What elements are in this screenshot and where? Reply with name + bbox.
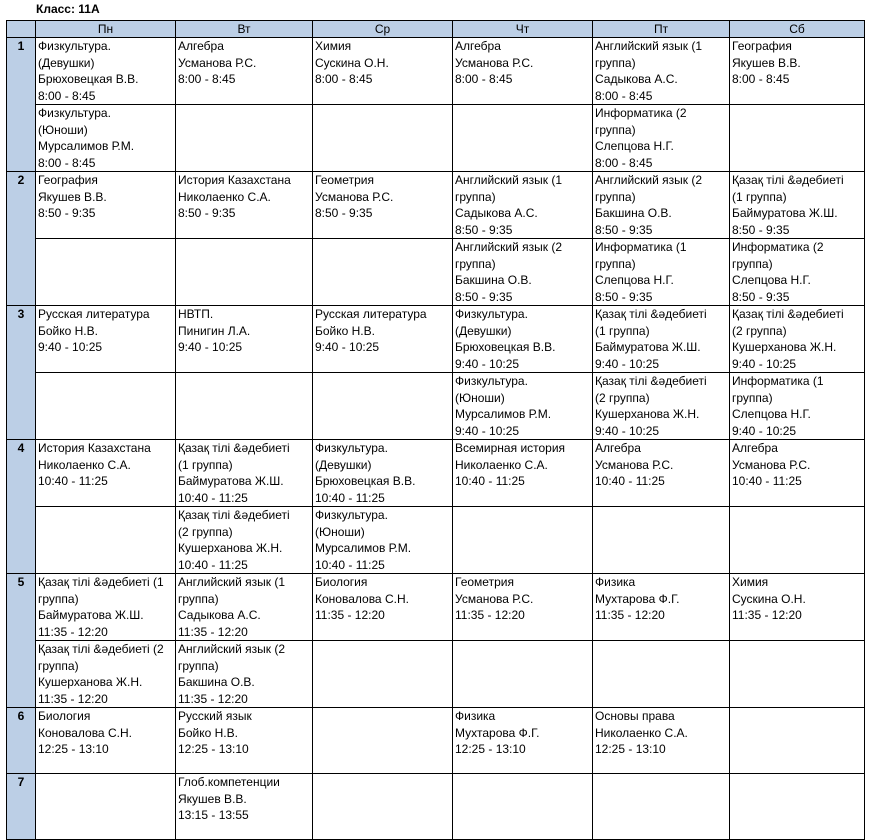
lesson-line: Информатика (2 bbox=[595, 106, 687, 120]
lesson-line: 8:50 - 9:35 bbox=[732, 289, 790, 304]
lesson-line: 8:00 - 8:45 bbox=[595, 155, 653, 170]
lesson-line: группа) bbox=[38, 658, 79, 673]
lesson-line: Усманова Р.С. bbox=[315, 189, 394, 204]
lesson-line: История Казахстана bbox=[178, 173, 291, 187]
lesson-line: Английский язык (1 bbox=[178, 575, 286, 589]
lesson-line: Физкультура. bbox=[315, 508, 388, 522]
lesson-line: 8:50 - 9:35 bbox=[38, 206, 96, 220]
lesson-line: Химия bbox=[732, 575, 769, 589]
lesson-cell bbox=[593, 38, 730, 105]
day-header: Вт bbox=[176, 21, 313, 38]
lesson-line: 11:35 - 12:20 bbox=[38, 624, 108, 639]
lesson-line: 10:40 - 11:25 bbox=[732, 474, 802, 488]
lesson-line: Усманова Р.С. bbox=[595, 457, 674, 472]
schedule-row bbox=[7, 774, 865, 840]
empty-cell bbox=[313, 105, 453, 172]
lesson-line: Усманова Р.С. bbox=[178, 55, 257, 70]
lesson-line: 9:40 - 10:25 bbox=[732, 356, 797, 371]
empty-cell bbox=[36, 239, 176, 306]
lesson-cell bbox=[593, 440, 730, 507]
lesson-line: 8:50 - 9:35 bbox=[595, 222, 653, 237]
header-corner bbox=[7, 21, 36, 38]
lesson-cell bbox=[176, 172, 313, 239]
lesson-line: География bbox=[732, 39, 792, 53]
lesson-line: Қазақ тілі &әдебиеті (1 bbox=[38, 575, 164, 589]
lesson-line: Всемирная история bbox=[455, 441, 566, 455]
empty-cell bbox=[176, 105, 313, 172]
lesson-cell bbox=[730, 239, 865, 306]
lesson-line: 8:00 - 8:45 bbox=[315, 72, 373, 86]
empty-cell bbox=[313, 774, 453, 840]
lesson-line: Физкультура. bbox=[455, 307, 528, 321]
empty-cell bbox=[176, 373, 313, 440]
lesson-cell bbox=[453, 38, 593, 105]
day-header: Пн bbox=[36, 21, 176, 38]
lesson-cell bbox=[453, 708, 593, 774]
lesson-line: Якушев В.В. bbox=[732, 55, 801, 70]
lesson-line: (Юноши) bbox=[315, 524, 365, 539]
lesson-cell bbox=[453, 239, 593, 306]
day-header: Пт bbox=[593, 21, 730, 38]
empty-cell bbox=[730, 105, 865, 172]
lesson-line: Английский язык (1 bbox=[455, 173, 563, 187]
lesson-number: 1 bbox=[7, 38, 36, 172]
lesson-line: 11:35 - 12:20 bbox=[595, 608, 665, 622]
lesson-cell bbox=[593, 373, 730, 440]
empty-cell bbox=[730, 774, 865, 840]
lesson-line: Мурсалимов Р.М. bbox=[315, 541, 412, 555]
lesson-line: Русский язык bbox=[178, 709, 252, 723]
schedule-row bbox=[7, 306, 865, 373]
lesson-line: Глоб.компетенции bbox=[178, 775, 280, 789]
schedule-row bbox=[7, 440, 865, 507]
lesson-line: (Девушки) bbox=[38, 55, 95, 70]
lesson-line: группа) bbox=[178, 591, 219, 606]
lesson-line: Сускина О.Н. bbox=[315, 55, 389, 70]
lesson-line: 8:00 - 8:45 bbox=[595, 88, 653, 103]
lesson-line: 9:40 - 10:25 bbox=[595, 356, 660, 371]
lesson-line: группа) bbox=[595, 55, 636, 70]
lesson-cell bbox=[730, 373, 865, 440]
lesson-line: Усманова Р.С. bbox=[455, 591, 534, 606]
lesson-line: Николаенко С.А. bbox=[178, 189, 271, 204]
class-title: Класс: 11А bbox=[36, 2, 100, 16]
lesson-line: Биология bbox=[315, 575, 368, 589]
lesson-line: Слепцова Н.Г. bbox=[595, 273, 674, 287]
empty-cell bbox=[730, 708, 865, 774]
lesson-line: Кушерханова Ж.Н. bbox=[732, 340, 837, 354]
lesson-line: Геометрия bbox=[455, 575, 514, 589]
lesson-line: Брюховецкая В.В. bbox=[38, 72, 139, 86]
lesson-cell bbox=[176, 38, 313, 105]
lesson-cell bbox=[730, 440, 865, 507]
lesson-line: группа) bbox=[595, 256, 636, 271]
lesson-line: группа) bbox=[38, 591, 79, 606]
lesson-line: Мурсалимов Р.М. bbox=[38, 139, 135, 153]
schedule-row bbox=[7, 641, 865, 708]
lesson-cell bbox=[730, 38, 865, 105]
schedule-row bbox=[7, 574, 865, 641]
lesson-cell bbox=[176, 440, 313, 507]
empty-cell bbox=[36, 373, 176, 440]
lesson-line: Якушев В.В. bbox=[38, 189, 107, 204]
schedule-row bbox=[7, 708, 865, 774]
lesson-line: Алгебра bbox=[595, 441, 641, 455]
lesson-line: (2 группа) bbox=[178, 524, 233, 539]
lesson-line: 11:35 - 12:20 bbox=[732, 608, 802, 622]
lesson-line: Пинигин Л.А. bbox=[178, 323, 251, 338]
lesson-line: Английский язык (2 bbox=[178, 642, 286, 656]
lesson-line: Коновалова С.Н. bbox=[315, 591, 409, 606]
lesson-line: 9:40 - 10:25 bbox=[732, 423, 797, 438]
lesson-line: 8:50 - 9:35 bbox=[732, 222, 790, 237]
lesson-line: Николаенко С.А. bbox=[38, 457, 131, 472]
empty-cell bbox=[313, 708, 453, 774]
empty-cell bbox=[313, 641, 453, 708]
lesson-line: Брюховецкая В.В. bbox=[455, 340, 556, 354]
lesson-line: Кушерханова Ж.Н. bbox=[38, 675, 143, 689]
lesson-line: Николаенко С.А. bbox=[455, 457, 548, 472]
lesson-line: Мухтарова Ф.Г. bbox=[595, 591, 680, 606]
day-header: Чт bbox=[453, 21, 593, 38]
lesson-line: 12:25 - 13:10 bbox=[38, 742, 109, 756]
lesson-cell bbox=[453, 440, 593, 507]
lesson-cell bbox=[176, 641, 313, 708]
lesson-number: 7 bbox=[7, 774, 36, 840]
lesson-line: группа) bbox=[455, 189, 496, 204]
lesson-line: Брюховецкая В.В. bbox=[315, 474, 416, 488]
empty-cell bbox=[453, 774, 593, 840]
lesson-cell bbox=[36, 708, 176, 774]
lesson-cell bbox=[593, 574, 730, 641]
lesson-line: Русская литература bbox=[38, 307, 150, 321]
lesson-line: (Юноши) bbox=[455, 390, 505, 405]
lesson-cell bbox=[313, 440, 453, 507]
lesson-line: 9:40 - 10:25 bbox=[595, 423, 660, 438]
lesson-cell bbox=[313, 306, 453, 373]
lesson-line: 12:25 - 13:10 bbox=[178, 742, 249, 756]
lesson-line: 10:40 - 11:25 bbox=[315, 557, 385, 572]
lesson-line: Садыкова А.С. bbox=[595, 72, 678, 86]
lesson-line: (2 группа) bbox=[595, 390, 650, 405]
lesson-line: группа) bbox=[595, 122, 636, 137]
lesson-line: Бойко Н.В. bbox=[178, 725, 238, 740]
day-header: Ср bbox=[313, 21, 453, 38]
lesson-line: Усманова Р.С. bbox=[455, 55, 534, 70]
lesson-line: Слепцова Н.Г. bbox=[732, 273, 811, 287]
lesson-line: Биология bbox=[38, 709, 91, 723]
lesson-line: Бакшина О.В. bbox=[178, 675, 255, 689]
lesson-line: группа) bbox=[178, 658, 219, 673]
lesson-cell bbox=[593, 306, 730, 373]
lesson-line: Английский язык (1 bbox=[595, 39, 703, 53]
lesson-line: (2 группа) bbox=[732, 323, 787, 338]
lesson-line: группа) bbox=[595, 189, 636, 204]
lesson-line: Английский язык (2 bbox=[595, 173, 703, 187]
lesson-line: Слепцова Н.Г. bbox=[595, 139, 674, 153]
empty-cell bbox=[453, 641, 593, 708]
lesson-line: 8:00 - 8:45 bbox=[732, 72, 790, 86]
lesson-cell bbox=[730, 574, 865, 641]
lesson-line: (Юноши) bbox=[38, 122, 88, 137]
lesson-line: Физика bbox=[595, 575, 636, 589]
lesson-line: группа) bbox=[455, 256, 496, 271]
lesson-line: 10:40 - 11:25 bbox=[455, 474, 525, 488]
empty-cell bbox=[453, 105, 593, 172]
lesson-line: 8:00 - 8:45 bbox=[178, 72, 236, 86]
lesson-cell bbox=[313, 38, 453, 105]
lesson-line: (1 группа) bbox=[595, 323, 650, 338]
lesson-cell bbox=[313, 172, 453, 239]
lesson-line: Николаенко С.А. bbox=[595, 725, 688, 740]
lesson-line: (Девушки) bbox=[455, 323, 512, 338]
lesson-cell bbox=[730, 306, 865, 373]
lesson-line: Русская литература bbox=[315, 307, 427, 321]
lesson-line: группа) bbox=[732, 256, 773, 271]
lesson-line: Слепцова Н.Г. bbox=[732, 407, 811, 421]
lesson-number: 2 bbox=[7, 172, 36, 306]
lesson-line: Информатика (1 bbox=[595, 240, 687, 254]
lesson-line: Қазақ тілі &әдебиеті (2 bbox=[38, 642, 164, 656]
lesson-line: 10:40 - 11:25 bbox=[38, 474, 108, 488]
lesson-line: 10:40 - 11:25 bbox=[178, 557, 248, 572]
empty-cell bbox=[313, 239, 453, 306]
lesson-line: Физкультура. bbox=[315, 441, 388, 455]
lesson-line: Физика bbox=[455, 709, 496, 723]
lesson-line: Химия bbox=[315, 39, 352, 53]
lesson-line: Мухтарова Ф.Г. bbox=[455, 725, 540, 740]
lesson-line: Қазақ тілі &әдебиеті bbox=[178, 508, 290, 522]
lesson-line: 10:40 - 11:25 bbox=[178, 490, 248, 505]
lesson-cell bbox=[593, 708, 730, 774]
lesson-line: Қазақ тілі &әдебиеті bbox=[732, 307, 844, 321]
lesson-line: 9:40 - 10:25 bbox=[178, 340, 243, 354]
empty-cell bbox=[313, 373, 453, 440]
lesson-line: 10:40 - 11:25 bbox=[595, 474, 665, 488]
lesson-line: 13:15 - 13:55 bbox=[178, 808, 249, 822]
lesson-line: Садыкова А.С. bbox=[455, 206, 538, 220]
lesson-line: (1 группа) bbox=[178, 457, 233, 472]
lesson-line: Қазақ тілі &әдебиеті bbox=[178, 441, 290, 455]
lesson-line: (Девушки) bbox=[315, 457, 372, 472]
lesson-cell bbox=[453, 306, 593, 373]
lesson-line: Қазақ тілі &әдебиеті bbox=[732, 173, 844, 187]
schedule-body bbox=[7, 38, 865, 840]
lesson-line: Қазақ тілі &әдебиеті bbox=[595, 307, 707, 321]
empty-cell bbox=[593, 641, 730, 708]
schedule-row bbox=[7, 105, 865, 172]
lesson-line: (1 группа) bbox=[732, 189, 787, 204]
empty-cell bbox=[593, 774, 730, 840]
lesson-line: 8:50 - 9:35 bbox=[455, 222, 513, 237]
lesson-cell bbox=[176, 774, 313, 840]
lesson-line: НВТП. bbox=[178, 307, 214, 321]
lesson-line: Бакшина О.В. bbox=[455, 273, 532, 287]
lesson-line: 11:35 - 12:20 bbox=[178, 624, 248, 639]
lesson-cell bbox=[730, 172, 865, 239]
lesson-line: Мурсалимов Р.М. bbox=[455, 407, 552, 421]
lesson-cell bbox=[453, 574, 593, 641]
lesson-line: Якушев В.В. bbox=[178, 791, 247, 806]
lesson-line: Баймуратова Ж.Ш. bbox=[178, 474, 284, 488]
lesson-line: Информатика (2 bbox=[732, 240, 824, 254]
lesson-cell bbox=[593, 239, 730, 306]
lesson-line: История Казахстана bbox=[38, 441, 151, 455]
lesson-line: 8:50 - 9:35 bbox=[178, 206, 236, 220]
lesson-line: 8:50 - 9:35 bbox=[455, 289, 513, 304]
lesson-line: Алгебра bbox=[178, 39, 224, 53]
lesson-line: Информатика (1 bbox=[732, 374, 824, 388]
lesson-cell bbox=[176, 574, 313, 641]
lesson-line: Садыкова А.С. bbox=[178, 608, 261, 622]
lesson-line: 8:50 - 9:35 bbox=[315, 206, 373, 220]
lesson-line: 9:40 - 10:25 bbox=[455, 423, 520, 438]
lesson-line: Геометрия bbox=[315, 173, 374, 187]
day-header: Сб bbox=[730, 21, 865, 38]
lesson-line: Алгебра bbox=[455, 39, 501, 53]
lesson-line: 9:40 - 10:25 bbox=[315, 340, 380, 354]
lesson-number: 6 bbox=[7, 708, 36, 774]
lesson-line: Баймуратова Ж.Ш. bbox=[732, 206, 838, 220]
lesson-line: Сускина О.Н. bbox=[732, 591, 806, 606]
lesson-cell bbox=[176, 708, 313, 774]
lesson-line: Бойко Н.В. bbox=[315, 323, 375, 338]
lesson-line: Физкультура. bbox=[455, 374, 528, 388]
lesson-line: 12:25 - 13:10 bbox=[455, 742, 526, 756]
empty-cell bbox=[36, 507, 176, 574]
lesson-line: Коновалова С.Н. bbox=[38, 725, 132, 740]
lesson-line: География bbox=[38, 173, 98, 187]
lesson-cell bbox=[593, 105, 730, 172]
lesson-cell bbox=[36, 641, 176, 708]
lesson-cell bbox=[36, 172, 176, 239]
lesson-cell bbox=[36, 574, 176, 641]
lesson-cell bbox=[453, 172, 593, 239]
lesson-line: 8:00 - 8:45 bbox=[455, 72, 513, 86]
lesson-line: 9:40 - 10:25 bbox=[455, 356, 520, 371]
lesson-line: Усманова Р.С. bbox=[732, 457, 811, 472]
lesson-line: 9:40 - 10:25 bbox=[38, 340, 103, 354]
empty-cell bbox=[730, 641, 865, 708]
lesson-line: Кушерханова Ж.Н. bbox=[595, 407, 700, 421]
lesson-number: 4 bbox=[7, 440, 36, 574]
schedule-row bbox=[7, 507, 865, 574]
lesson-line: 8:50 - 9:35 bbox=[595, 289, 653, 304]
lesson-line: Английский язык (2 bbox=[455, 240, 563, 254]
lesson-cell bbox=[36, 105, 176, 172]
empty-cell bbox=[593, 507, 730, 574]
lesson-number: 5 bbox=[7, 574, 36, 708]
lesson-line: 12:25 - 13:10 bbox=[595, 742, 666, 756]
header-row bbox=[7, 21, 865, 38]
lesson-line: Баймуратова Ж.Ш. bbox=[38, 608, 144, 622]
lesson-line: 11:35 - 12:20 bbox=[455, 608, 525, 622]
lesson-line: 10:40 - 11:25 bbox=[315, 490, 385, 505]
lesson-cell bbox=[36, 306, 176, 373]
empty-cell bbox=[36, 774, 176, 840]
empty-cell bbox=[453, 507, 593, 574]
lesson-line: 8:00 - 8:45 bbox=[38, 155, 96, 170]
lesson-line: Қазақ тілі &әдебиеті bbox=[595, 374, 707, 388]
lesson-cell bbox=[453, 373, 593, 440]
lesson-cell bbox=[593, 172, 730, 239]
lesson-line: Основы права bbox=[595, 709, 675, 723]
schedule-row bbox=[7, 239, 865, 306]
schedule-row bbox=[7, 172, 865, 239]
schedule-table bbox=[6, 20, 865, 840]
lesson-line: Алгебра bbox=[732, 441, 778, 455]
lesson-line: 11:35 - 12:20 bbox=[315, 608, 385, 622]
lesson-line: 11:35 - 12:20 bbox=[178, 691, 248, 706]
lesson-line: группа) bbox=[732, 390, 773, 405]
lesson-line: Бойко Н.В. bbox=[38, 323, 98, 338]
schedule-row bbox=[7, 373, 865, 440]
lesson-line: Физкультура. bbox=[38, 106, 111, 120]
lesson-cell bbox=[313, 507, 453, 574]
lesson-number: 3 bbox=[7, 306, 36, 440]
lesson-line: Бакшина О.В. bbox=[595, 206, 672, 220]
empty-cell bbox=[176, 239, 313, 306]
lesson-line: Баймуратова Ж.Ш. bbox=[595, 340, 701, 354]
lesson-cell bbox=[36, 440, 176, 507]
lesson-line: 8:00 - 8:45 bbox=[38, 88, 96, 103]
empty-cell bbox=[730, 507, 865, 574]
lesson-line: Физкультура. bbox=[38, 39, 111, 53]
lesson-line: Кушерханова Ж.Н. bbox=[178, 541, 283, 555]
lesson-cell bbox=[36, 38, 176, 105]
schedule-row bbox=[7, 38, 865, 105]
lesson-line: 11:35 - 12:20 bbox=[38, 691, 108, 706]
lesson-cell bbox=[176, 306, 313, 373]
lesson-cell bbox=[313, 574, 453, 641]
lesson-cell bbox=[176, 507, 313, 574]
